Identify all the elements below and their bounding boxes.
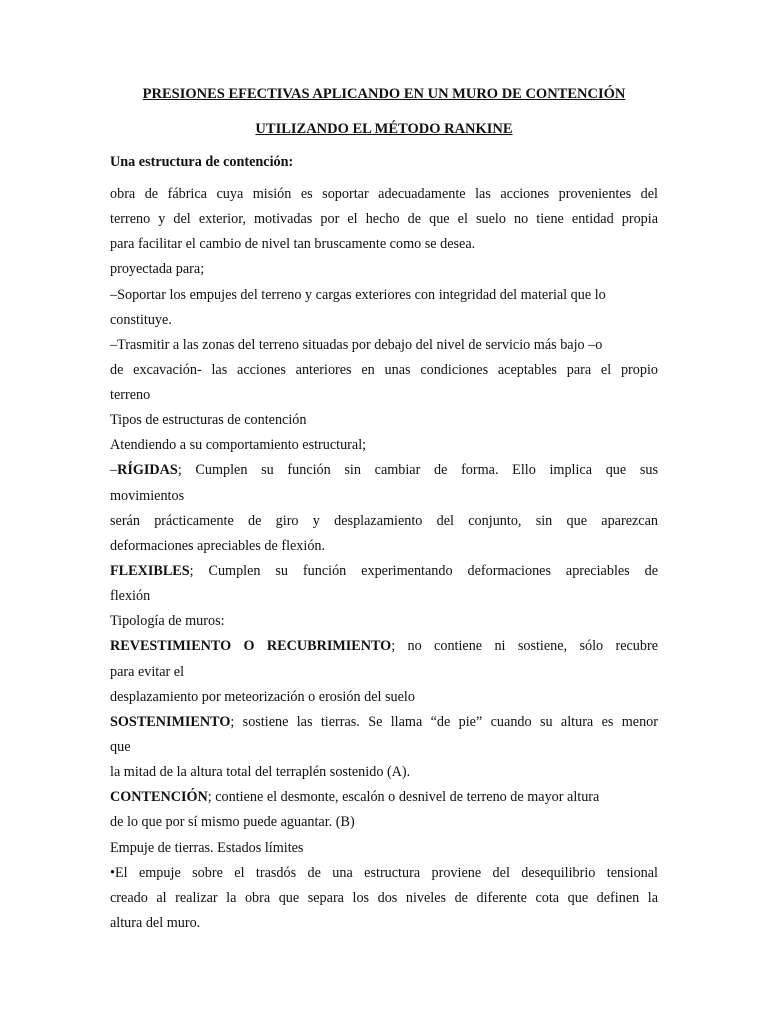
term-contencion: CONTENCIÓN [110, 789, 208, 805]
text-line: constituye. [110, 312, 172, 328]
term-description: ; sostiene las tierras. Se llama “de pie” cuando su altura es menor [230, 714, 658, 730]
text-line-flexibles [110, 563, 658, 580]
text-line: de excavación- las acciones anteriores en unas condiciones aceptables para el propio [110, 362, 658, 378]
text-line-contencion [110, 789, 599, 806]
term-description: ; Cumplen su función experimentando deformaciones apreciables de [189, 563, 658, 579]
term-rigidas: RÍGIDAS [117, 462, 178, 478]
text-line: •El empuje sobre el trasdós de una estructura proviene del desequilibrio tensional [110, 865, 658, 881]
text-line: que [110, 739, 131, 755]
document-title-line-1: PRESIONES EFECTIVAS APLICANDO EN UN MURO DE CONTENCIÓN [142, 86, 626, 102]
term-revestimiento: REVESTIMIENTO O RECUBRIMIENTO [110, 638, 392, 654]
text-line: –Trasmitir a las zonas del terreno situadas por debajo del nivel de servicio más bajo –o [110, 337, 603, 353]
text-line: –Soportar los empujes del terreno y cargas exteriores con integridad del material que lo [110, 287, 606, 303]
text-line: altura del muro. [110, 915, 201, 931]
document-title-line-2: UTILIZANDO EL MÉTODO RANKINE [255, 121, 513, 137]
term-flexibles: FLEXIBLES [110, 563, 190, 579]
text-line-revestimiento [110, 638, 658, 655]
text-line: deformaciones apreciables de flexión. [110, 538, 326, 554]
section-heading: Una estructura de contención: [110, 154, 294, 170]
term-sostenimiento: SOSTENIMIENTO [110, 714, 231, 730]
text-line: Empuje de tierras. Estados límites [110, 840, 304, 856]
text-line: Atendiendo a su comportamiento estructural; [110, 437, 367, 453]
text-line: flexión [110, 588, 151, 604]
text-line: creado al realizar la obra que separa los dos niveles de diferente cota que definen la [110, 890, 658, 906]
text-line: movimientos [110, 488, 185, 504]
text-line-rigidas [110, 462, 658, 479]
text-line: desplazamiento por meteorización o erosión del suelo [110, 689, 415, 705]
text-line: terreno [110, 387, 151, 403]
text-line: terreno y del exterior, motivadas por el hecho de que el suelo no tiene entidad propia [110, 211, 658, 227]
text-line: serán prácticamente de giro y desplazamiento del conjunto, sin que aparezcan [110, 513, 658, 529]
term-description: ; contiene el desmonte, escalón o desnivel de terreno de mayor altura [207, 789, 600, 805]
text-line: para evitar el [110, 664, 185, 680]
dash-prefix: – [110, 462, 118, 478]
text-line: proyectada para; [110, 261, 205, 277]
term-description: ; Cumplen su función sin cambiar de forma. Ello implica que sus [177, 462, 658, 478]
text-line: obra de fábrica cuya misión es soportar adecuadamente las acciones provenientes del [110, 186, 658, 202]
text-line: Tipología de muros: [110, 613, 225, 629]
text-line: para facilitar el cambio de nivel tan bruscamente como se desea. [110, 236, 476, 252]
text-line-sostenimiento [110, 714, 658, 731]
text-line: de lo que por sí mismo puede aguantar. (B) [110, 814, 355, 830]
term-description: ; no contiene ni sostiene, sólo recubre [391, 638, 659, 654]
text-line: Tipos de estructuras de contención [110, 412, 307, 428]
text-line: la mitad de la altura total del terraplén sostenido (A). [110, 764, 411, 780]
